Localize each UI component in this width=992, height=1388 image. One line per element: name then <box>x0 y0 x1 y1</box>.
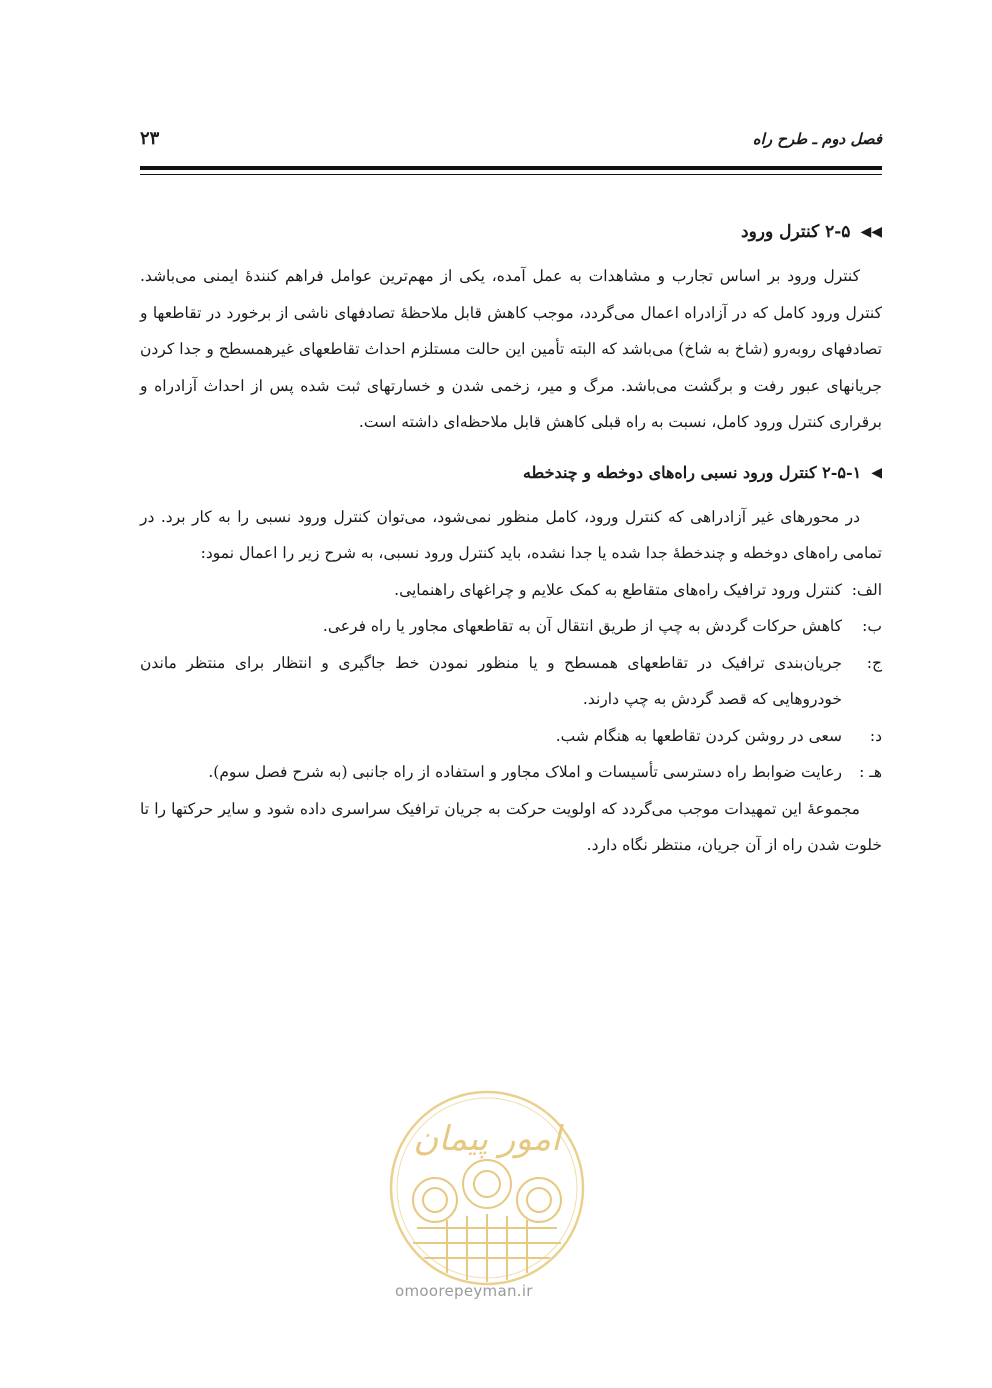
list-item-label: هـ : <box>859 763 882 781</box>
page-number: ۲۳ <box>140 128 160 149</box>
section-heading <box>140 212 882 252</box>
list-item-label: ب: <box>862 617 882 635</box>
section-title: ۲-۵ کنترل ورود <box>741 222 851 242</box>
list-item <box>140 718 882 755</box>
measures-list <box>140 572 882 791</box>
list-item-label: الف: <box>851 580 882 599</box>
page-header <box>140 128 882 158</box>
list-item-label: ج: <box>866 653 882 672</box>
list-item <box>140 608 882 645</box>
section-paragraph: کنترل ورود بر اساس تجارب و مشاهدات به عمل آمده، یکی از مهم‌ترین عوامل فراهم کنندهٔ ایمنی می‌باشد. کنترل ورود کامل که در آزادراه اعمال می‌گردد، موجب کاهش قابل ملاحظهٔ تصادفهای ناشی از برخورد در تقاطعها و تصادفهای روبه‌رو (شاخ به شاخ) می‌باشد که البته تأمین این حالت مستلزم احداث تقاطعهای غیرهمسطح و جدا کردن جریانهای عبور رفت و برگشت می‌باشد. مرگ و میر، زخمی شدن و خسارتهای ثبت شده پس از احداث آزادراه و برقراری کنترل ورود کامل، نسبت به راه قبلی کاهش قابل ملاحظه‌ای داشته است. <box>140 267 882 431</box>
subsection-conclusion: مجموعهٔ این تمهیدات موجب می‌گردد که اولویت حرکت به جریان ترافیک سراسری داده شود و سایر حرکتها را تا خلوت شدن راه از آن جریان، منتظر نگاه دارد. <box>140 799 882 854</box>
subsection-intro: در محورهای غیر آزادراهی که کنترل ورود، کامل منظور نمی‌شود، می‌توان کنترل ورود نسبی را به کار برد. در تمامی راه‌های دوخطه و چندخطهٔ جدا شده یا جدا نشده، باید کنترل ورود نسبی، به شرح زیر را اعمال نمود: <box>140 507 882 562</box>
watermark-url: omoorepeyman.ir <box>395 1282 533 1300</box>
subsection-marker-icon: ◀ <box>871 464 882 481</box>
list-item <box>140 754 882 791</box>
page-body <box>140 212 882 864</box>
list-item-text: کنترل ورود ترافیک راه‌های متقاطع به کمک علایم و چراغهای راهنمایی. <box>394 580 842 599</box>
watermark-logo-text: امور پیمان <box>413 1119 561 1159</box>
section-marker-icon: ◀◀ <box>860 224 882 240</box>
list-item <box>140 645 882 718</box>
list-item-label: د: <box>869 726 882 745</box>
list-item-text: کاهش حرکات گردش به چپ از طریق انتقال آن به تقاطعهای مجاور یا راه فرعی. <box>322 617 842 635</box>
list-item <box>140 572 882 609</box>
header-rule-thin <box>140 174 882 175</box>
chapter-title: فصل دوم ـ طرح راه <box>752 130 882 148</box>
list-item-text: سعی در روشن کردن تقاطعها به هنگام شب. <box>555 726 842 745</box>
subsection-heading <box>140 453 882 493</box>
list-item-text: رعایت ضوابط راه دسترسی تأسیسات و املاک مجاور و استفاده از راه جانبی (به شرح فصل سوم). <box>208 763 842 781</box>
subsection-title: ۲-۵-۱ کنترل ورود نسبی راه‌های دوخطه و چندخطه <box>522 462 862 482</box>
header-rule-thick <box>140 166 882 170</box>
watermark-logo-icon <box>387 1088 587 1288</box>
list-item-text: جریان‌بندی ترافیک در تقاطعهای همسطح و یا منظور نمودن خط جاگیری و انتظار برای منتظر ماندن خودروهایی که قصد گردش به چپ دارند. <box>140 653 842 708</box>
